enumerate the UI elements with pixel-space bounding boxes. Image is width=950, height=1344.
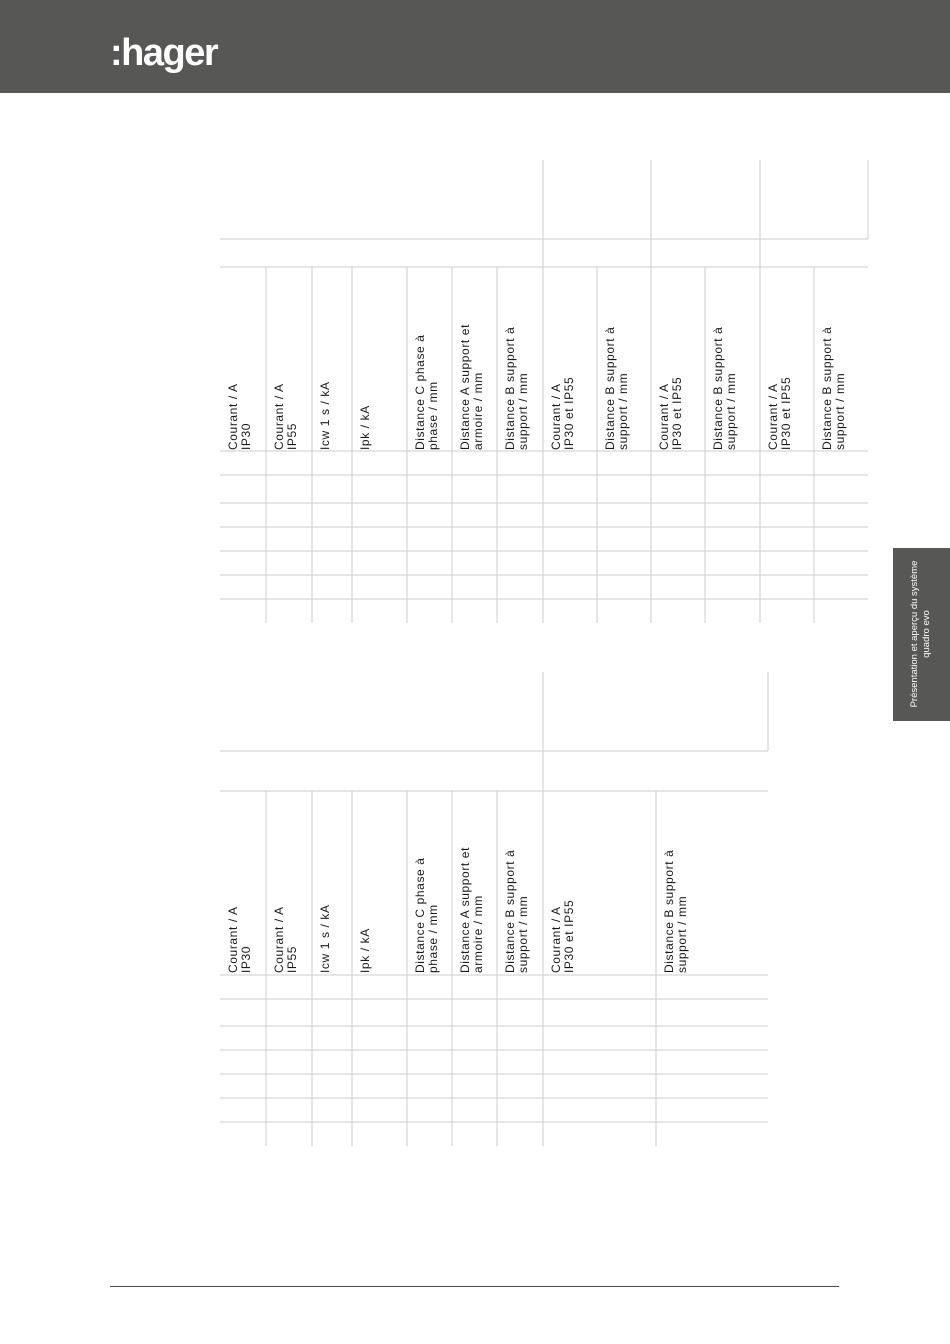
column-header-line: Distance B support à xyxy=(603,326,617,450)
table-bottom xyxy=(220,672,768,1146)
column-header-line: Courant / A xyxy=(272,906,286,973)
column-header-line: Distance C phase à xyxy=(413,334,427,450)
column-header xyxy=(458,324,485,450)
column-header-line: IP55 xyxy=(285,422,299,450)
column-header-line: armoire / mm xyxy=(471,372,485,450)
column-header-line: Courant / A xyxy=(226,383,240,450)
column-header xyxy=(549,900,576,973)
column-header xyxy=(318,381,332,450)
column-header-line: IP30 et IP55 xyxy=(779,376,793,450)
column-header-line: support / mm xyxy=(616,372,630,450)
column-header-line: Courant / A xyxy=(549,906,563,973)
column-header-line: Ipk / kA xyxy=(358,928,372,973)
footer-rule xyxy=(110,1286,839,1287)
column-header xyxy=(657,377,684,450)
column-header xyxy=(766,377,793,450)
column-header-line: IP30 et IP55 xyxy=(562,376,576,450)
column-header xyxy=(503,850,530,973)
column-header-line: support / mm xyxy=(833,372,847,450)
column-header-line: IP55 xyxy=(285,945,299,973)
column-header-line: Distance B support à xyxy=(820,326,834,450)
column-header xyxy=(662,850,689,973)
column-header-line: Icw 1 s / kA xyxy=(318,904,332,973)
column-header-line: Courant / A xyxy=(657,383,671,450)
column-header xyxy=(226,383,253,450)
column-header xyxy=(413,334,440,450)
column-header-line: IP30 et IP55 xyxy=(562,899,576,973)
column-header-line: support / mm xyxy=(675,895,689,973)
column-header-line: Ipk / kA xyxy=(358,405,372,450)
column-header-line: phase / mm xyxy=(426,904,440,973)
chapter-tab xyxy=(893,548,950,721)
column-header-line: Distance B support à xyxy=(503,849,517,973)
column-header-line: support / mm xyxy=(516,372,530,450)
column-header-line: armoire / mm xyxy=(471,895,485,973)
column-header xyxy=(318,904,332,973)
table-top xyxy=(220,160,868,623)
column-header-line: Courant / A xyxy=(766,383,780,450)
column-header xyxy=(549,377,576,450)
column-header-line: Icw 1 s / kA xyxy=(318,381,332,450)
column-header-line: IP30 et IP55 xyxy=(670,376,684,450)
column-header-line: support / mm xyxy=(724,372,738,450)
column-header xyxy=(358,405,372,450)
column-header xyxy=(820,327,847,450)
column-header-line: Distance A support et xyxy=(458,846,472,973)
column-header-line: Distance B support à xyxy=(662,849,676,973)
column-header-line: Distance C phase à xyxy=(413,857,427,973)
column-header-line: IP30 xyxy=(239,422,253,450)
column-header-line: Distance B support à xyxy=(503,326,517,450)
column-header xyxy=(272,383,299,450)
column-header-line: Courant / A xyxy=(272,383,286,450)
column-header-line: Distance A support et xyxy=(458,323,472,450)
column-header xyxy=(711,327,738,450)
column-header xyxy=(272,906,299,973)
column-header-line: support / mm xyxy=(516,895,530,973)
column-header xyxy=(603,327,630,450)
chapter-tab-label: Présentation et aperçu du système quadro evo xyxy=(909,560,932,708)
column-header xyxy=(503,327,530,450)
column-header xyxy=(358,928,372,973)
column-header-line: Distance B support à xyxy=(711,326,725,450)
column-header xyxy=(226,906,253,973)
column-header-line: Courant / A xyxy=(549,383,563,450)
column-header xyxy=(458,847,485,973)
hager-logo: :hager xyxy=(110,32,218,74)
column-header xyxy=(413,857,440,973)
column-header-line: phase / mm xyxy=(426,381,440,450)
column-header-line: IP30 xyxy=(239,945,253,973)
column-header-line: Courant / A xyxy=(226,906,240,973)
